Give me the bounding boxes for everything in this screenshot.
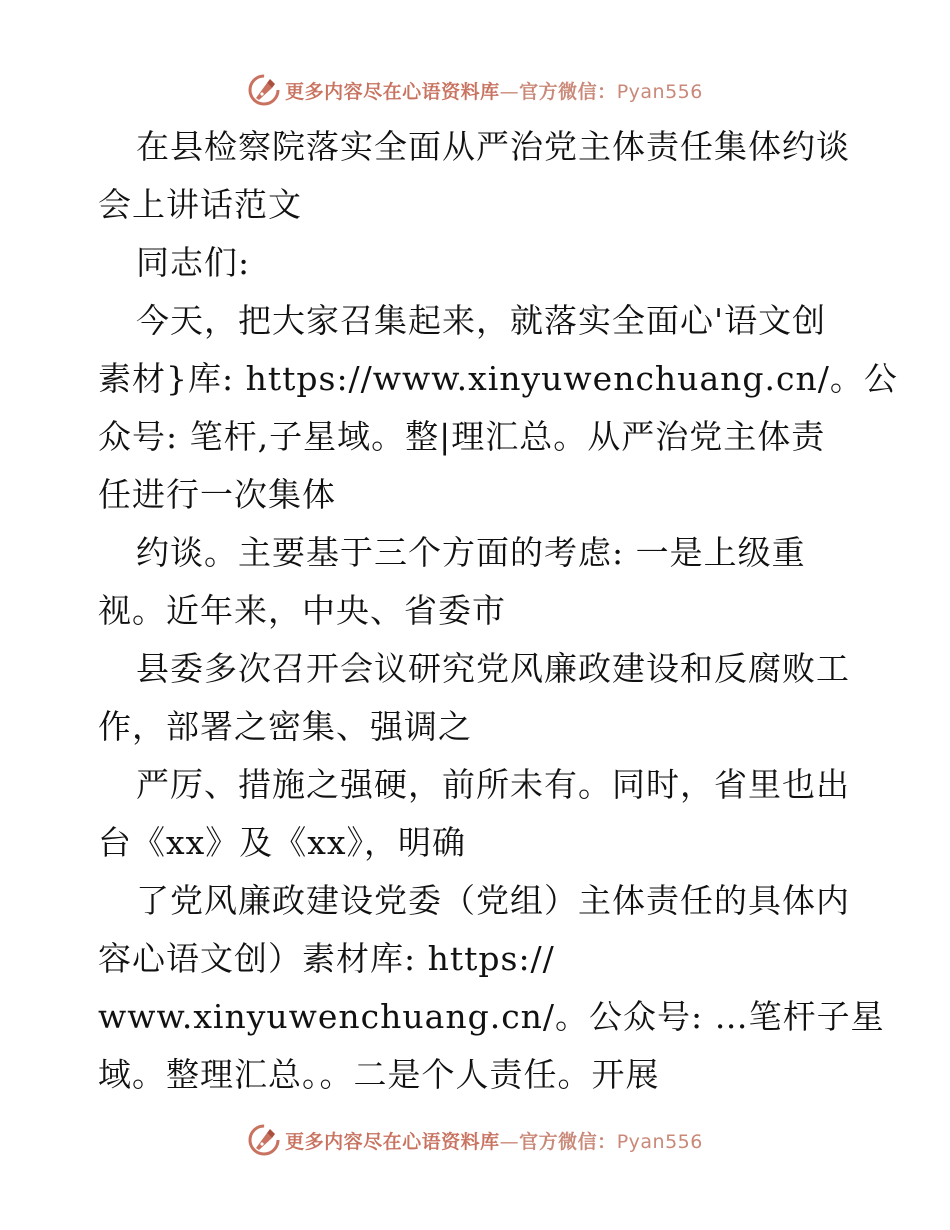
document-line: 了党风廉政建设党委（党组）主体责任的具体内 <box>136 881 850 920</box>
document-line: 同志们: <box>136 243 251 282</box>
document-line: 会上讲话范文 <box>98 185 302 224</box>
document-line: 素材}库: https://www.xinyuwenchuang.cn/。公 <box>98 359 898 398</box>
document-line: 域。整理汇总。。二是个人责任。开展 <box>98 1055 660 1094</box>
header-banner <box>0 70 950 110</box>
pen-nib-logo-icon <box>247 73 281 107</box>
footer-banner-code: Pyan556 <box>616 1130 703 1153</box>
document-line: 今天，把大家召集起来，就落实全面心'语文创 <box>136 301 827 340</box>
document-line: 任进行一次集体 <box>98 475 336 514</box>
footer-banner-main: 更多内容尽在心语资料库 <box>285 1130 500 1153</box>
document-line: 容心语文创）素材库: https:// <box>98 939 555 978</box>
document-line: 众号: 笔杆,子星域。整|理汇总。从严治党主体责 <box>98 417 826 456</box>
document-line: 严厉、措施之强硬，前所未有。同时，省里也出 <box>136 765 850 804</box>
document-line: 县委多次召开会议研究党风廉政建设和反腐败工 <box>136 649 850 688</box>
header-banner-wechat: 官方微信： <box>519 80 617 103</box>
header-banner-text <box>285 77 703 104</box>
document-line: 作，部署之密集、强调之 <box>98 707 472 746</box>
header-banner-code: Pyan556 <box>616 80 703 103</box>
footer-banner <box>0 1120 950 1160</box>
header-banner-main: 更多内容尽在心语资料库 <box>285 80 500 103</box>
footer-banner-text <box>285 1127 703 1154</box>
document-line: 视。近年来，中央、省委市 <box>98 591 506 630</box>
document-line: 约谈。主要基于三个方面的考虑: 一是上级重 <box>136 533 806 572</box>
footer-banner-wechat: 官方微信： <box>519 1130 617 1153</box>
header-banner-dash: — <box>499 80 520 103</box>
document-body <box>98 118 898 1104</box>
document-line: 在县检察院落实全面从严治党主体责任集体约谈 <box>136 127 850 166</box>
pen-nib-logo-icon <box>247 1123 281 1157</box>
document-line: www.xinyuwenchuang.cn/。公众号: …笔杆子星 <box>98 997 885 1036</box>
footer-banner-dash: — <box>499 1130 520 1153</box>
document-line: 台《xx》及《xx》，明确 <box>98 823 466 862</box>
